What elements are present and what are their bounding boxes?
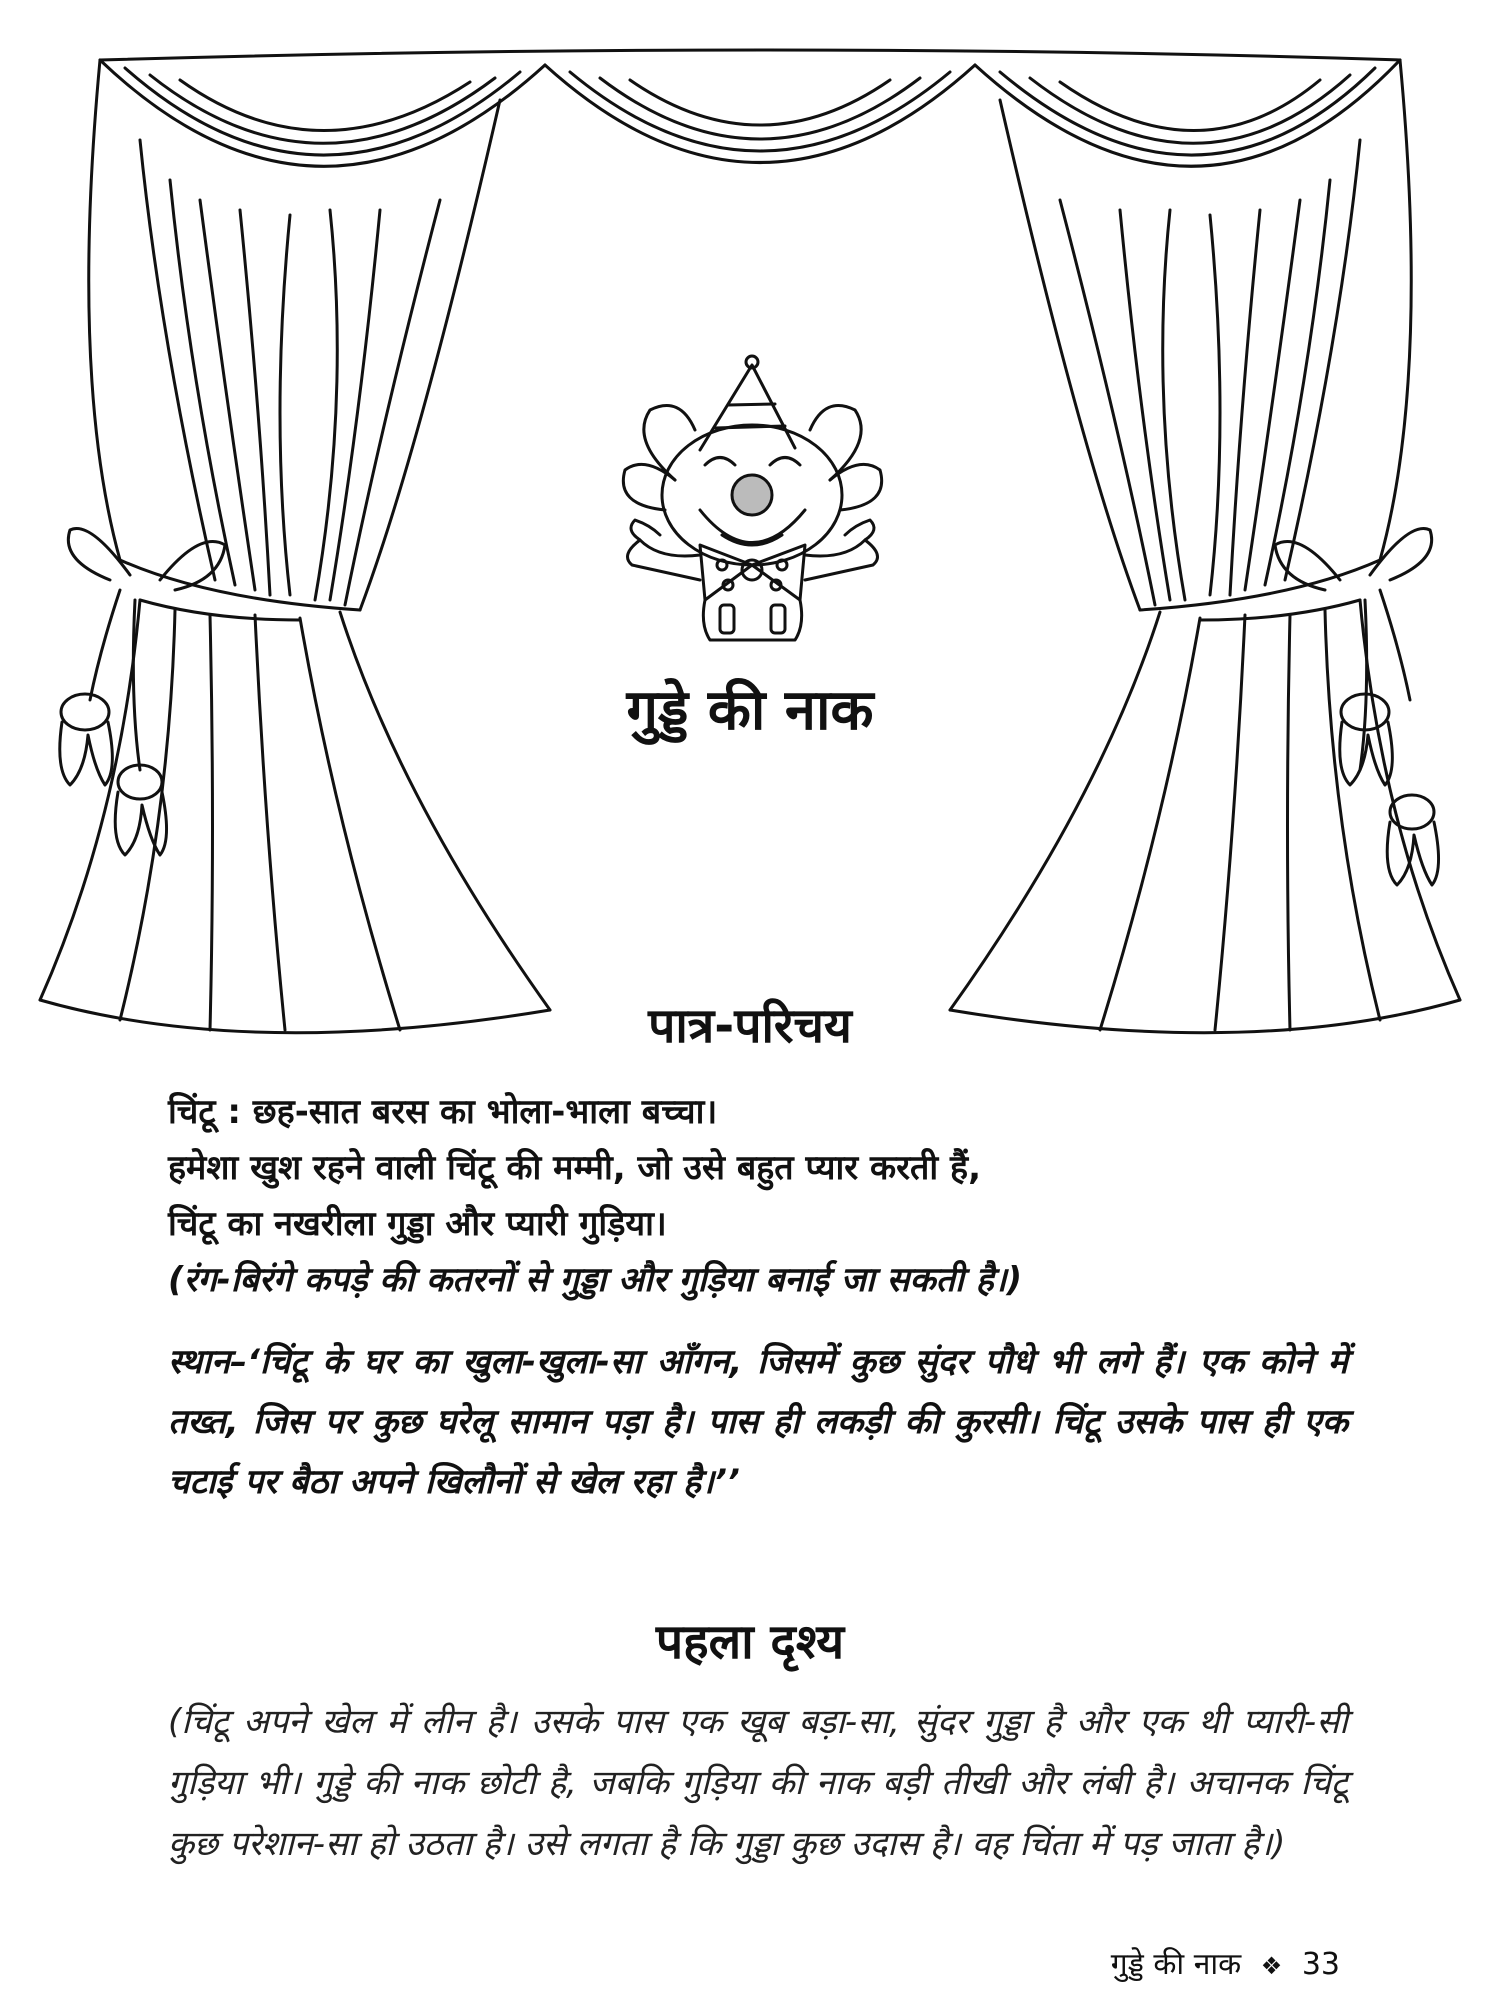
character-list (168, 1084, 1388, 1308)
character-line-dolls: चिंटू का नखरीला गुड्डा और प्यारी गुड़िया। (168, 1204, 667, 1244)
scene-heading: पहला दृश्य (655, 1614, 845, 1670)
character-line-mummy: हमेशा खुश रहने वाली चिंटू की मम्मी, जो उसे बहुत प्यार करती हैं, (168, 1148, 982, 1188)
page-number: 33 (1301, 1947, 1340, 1982)
separator-icon: ❖ (1260, 1952, 1283, 1980)
page-footer (1111, 1945, 1340, 1986)
character-line-chintu: चिंटू : छह-सात बरस का भोला-भाला बच्चा। (168, 1092, 718, 1132)
left-drape (40, 60, 550, 1033)
setting-description: स्थान–‘चिंटू के घर का खुला-खुला-सा आँगन, जिसमें कुछ सुंदर पौधे भी लगे हैं। एक कोने में तख्त, जिस पर कुछ घरेलू सामान पड़ा है। पास ही लकड़ी की कुरसी। चिंटू उसके पास ही एक चटाई पर बैठा अपने खिलौनों से खेल रहा है।’’ (168, 1342, 1348, 1502)
characters-heading: पात्र-परिचय (648, 998, 852, 1054)
right-drape (950, 60, 1460, 1033)
clown-icon (623, 356, 881, 640)
footer-book-title: गुड्डे की नाक (1110, 1947, 1242, 1982)
play-title: गुड्डे की नाक (626, 678, 874, 743)
scene-description: (चिंटू अपने खेल में लीन है। उसके पास एक खूब बड़ा-सा, सुंदर गुड्डा है और एक थी प्यारी-सी गुड़िया भी। गुड्डे की नाक छोटी है, जबकि गुड़िया की नाक बड़ी तीखी और लंबी है। अचानक चिंटू कुछ परेशान-सा हो उठता है। उसे लगता है कि गुड्डा कुछ उदास है। वह चिंता में पड़ जाता है।) (168, 1702, 1348, 1864)
curtain-swags (100, 60, 1400, 166)
character-note: (रंग-बिरंगे कपड़े की कतरनों से गुड्डा और गुड़िया बनाई जा सकती है।) (168, 1260, 1023, 1300)
